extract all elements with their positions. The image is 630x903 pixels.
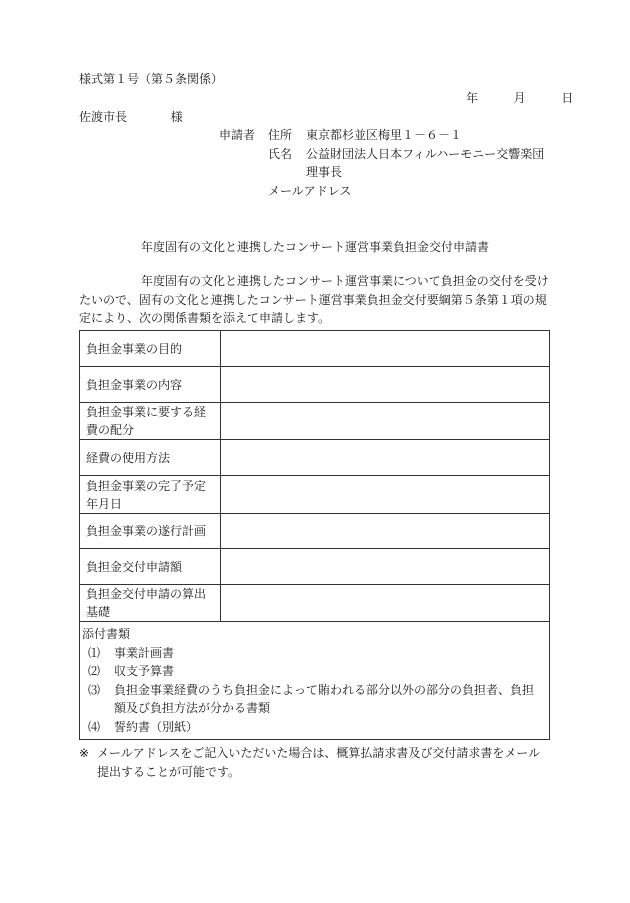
- row-label: 負担金事業の完了予定年月日: [80, 476, 221, 514]
- row-label: 負担金交付申請額: [80, 549, 221, 585]
- document-title: 年度固有の文化と連携したコンサート運営事業負担金交付申請書: [140, 240, 489, 254]
- row-value[interactable]: [221, 367, 550, 403]
- applicant-label: 申請者: [219, 128, 256, 142]
- attachment-num: ⑴: [88, 645, 101, 660]
- attachment-text: 事業計画書: [114, 645, 175, 660]
- attachment-item: [82, 644, 547, 663]
- table-row: [80, 585, 550, 622]
- address-label: 住所: [268, 128, 293, 142]
- table-row: [80, 403, 550, 440]
- table-row: [80, 440, 550, 476]
- attachment-text: 誓約書（別紙）: [114, 719, 199, 734]
- application-table: [79, 330, 550, 622]
- date-day: 日: [561, 91, 574, 105]
- row-label: 負担金事業に要する経費の配分: [80, 403, 221, 440]
- row-label: 経費の使用方法: [80, 440, 221, 476]
- intro-paragraph: 年度固有の文化と連携したコンサート運営事業について負担金の交付を受けたいので、固有の文化と連携したコンサート運営事業負担金交付要綱第５条第１項の規定により、次の関係書類を添えて申請します。: [79, 274, 549, 326]
- note-text: メールアドレスをご記入いただいた場合は、概算払請求書及び交付請求書をメール提出することが可能です。: [97, 746, 541, 780]
- name-label: 氏名: [268, 147, 293, 161]
- row-value[interactable]: [221, 549, 550, 585]
- row-label: 負担金交付申請の算出基礎: [80, 585, 221, 622]
- table-row: [80, 476, 550, 514]
- attachment-text: 負担金事業経費のうち負担金によって賄われる部分以外の部分の負担者、負担額及び負担方法が分かる書類: [114, 682, 535, 716]
- table-row: [80, 331, 550, 367]
- applicant-title: 理事長: [306, 165, 343, 179]
- addressee-suffix: 様: [170, 110, 183, 124]
- row-label: 負担金事業の内容: [80, 367, 221, 403]
- form-number: 様式第１号（第５条関係）: [79, 72, 224, 86]
- row-value[interactable]: [221, 585, 550, 622]
- addressee-line: [79, 111, 183, 123]
- footnote: [79, 744, 551, 782]
- email-label: メールアドレス: [268, 184, 352, 198]
- attachment-num: ⑶: [88, 682, 101, 697]
- attachment-item: [82, 662, 547, 681]
- applicant-address: 東京都杉並区梅里１－６－１: [306, 128, 463, 142]
- table-row: [80, 514, 550, 549]
- date-month: 月: [513, 91, 526, 105]
- row-value[interactable]: [221, 440, 550, 476]
- row-label: 負担金事業の遂行計画: [80, 514, 221, 549]
- row-value[interactable]: [221, 331, 550, 367]
- row-label: 負担金事業の目的: [80, 331, 221, 367]
- date-line: [466, 92, 573, 104]
- attachment-text: 収支予算書: [114, 664, 175, 679]
- attachment-num: ⑷: [88, 719, 101, 734]
- addressee: 佐渡市長: [79, 110, 128, 124]
- attachment-item: [82, 681, 547, 718]
- table-row: [80, 549, 550, 585]
- table-row: [80, 367, 550, 403]
- attachments-heading: 添付書類: [82, 627, 131, 641]
- note-mark: ※: [79, 746, 90, 760]
- date-year: 年: [466, 91, 479, 105]
- row-value[interactable]: [221, 514, 550, 549]
- applicant-name: 公益財団法人日本フィルハーモニー交響楽団: [306, 147, 545, 161]
- attachment-num: ⑵: [88, 664, 101, 679]
- attachment-item: [82, 718, 547, 737]
- row-value[interactable]: [221, 476, 550, 514]
- row-value[interactable]: [221, 403, 550, 440]
- attachments-box: [79, 621, 550, 740]
